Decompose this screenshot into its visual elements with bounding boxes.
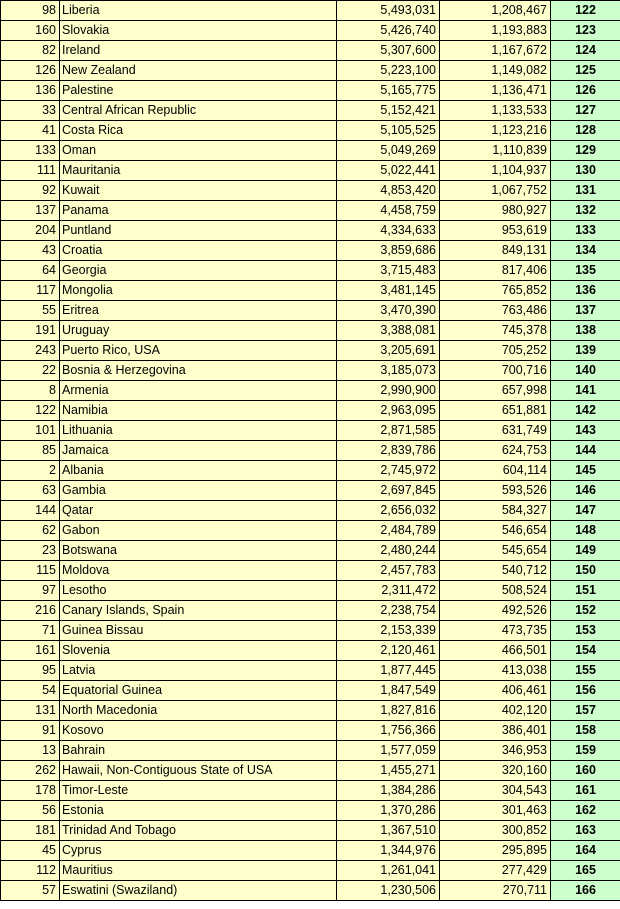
rank-cell[interactable]: 131 <box>551 181 620 201</box>
population-cell[interactable]: 3,185,073 <box>337 361 440 381</box>
country-name-cell[interactable]: Puntland <box>60 221 337 241</box>
country-name-cell[interactable]: Slovakia <box>60 21 337 41</box>
population-cell[interactable]: 2,311,472 <box>337 581 440 601</box>
row-index-cell[interactable]: 216 <box>1 601 60 621</box>
country-name-cell[interactable]: Albania <box>60 461 337 481</box>
row-index-cell[interactable]: 181 <box>1 821 60 841</box>
row-index-cell[interactable]: 262 <box>1 761 60 781</box>
rank-cell[interactable]: 150 <box>551 561 620 581</box>
population-cell[interactable]: 1,344,976 <box>337 841 440 861</box>
rank-cell[interactable]: 128 <box>551 121 620 141</box>
table-row[interactable] <box>1 701 620 721</box>
population-cell[interactable]: 1,756,366 <box>337 721 440 741</box>
row-index-cell[interactable]: 64 <box>1 261 60 281</box>
value-cell[interactable]: 1,167,672 <box>440 41 551 61</box>
country-name-cell[interactable]: Botswana <box>60 541 337 561</box>
rank-cell[interactable]: 149 <box>551 541 620 561</box>
country-name-cell[interactable]: Palestine <box>60 81 337 101</box>
rank-cell[interactable]: 155 <box>551 661 620 681</box>
value-cell[interactable]: 1,193,883 <box>440 21 551 41</box>
population-cell[interactable]: 2,484,789 <box>337 521 440 541</box>
table-row[interactable] <box>1 461 620 481</box>
row-index-cell[interactable]: 57 <box>1 881 60 901</box>
rank-cell[interactable]: 162 <box>551 801 620 821</box>
rank-cell[interactable]: 160 <box>551 761 620 781</box>
table-row[interactable] <box>1 741 620 761</box>
population-cell[interactable]: 3,859,686 <box>337 241 440 261</box>
row-index-cell[interactable]: 33 <box>1 101 60 121</box>
table-row[interactable] <box>1 641 620 661</box>
row-index-cell[interactable]: 8 <box>1 381 60 401</box>
rank-cell[interactable]: 163 <box>551 821 620 841</box>
population-cell[interactable]: 1,367,510 <box>337 821 440 841</box>
rank-cell[interactable]: 134 <box>551 241 620 261</box>
country-name-cell[interactable]: Croatia <box>60 241 337 261</box>
rank-cell[interactable]: 140 <box>551 361 620 381</box>
population-cell[interactable]: 2,745,972 <box>337 461 440 481</box>
population-cell[interactable]: 4,334,633 <box>337 221 440 241</box>
country-name-cell[interactable]: Kosovo <box>60 721 337 741</box>
population-cell[interactable]: 1,877,445 <box>337 661 440 681</box>
value-cell[interactable]: 763,486 <box>440 301 551 321</box>
country-name-cell[interactable]: Estonia <box>60 801 337 821</box>
population-cell[interactable]: 3,470,390 <box>337 301 440 321</box>
table-row[interactable] <box>1 361 620 381</box>
row-index-cell[interactable]: 122 <box>1 401 60 421</box>
rank-cell[interactable]: 152 <box>551 601 620 621</box>
table-row[interactable] <box>1 561 620 581</box>
population-cell[interactable]: 2,153,339 <box>337 621 440 641</box>
population-cell[interactable]: 5,426,740 <box>337 21 440 41</box>
value-cell[interactable]: 277,429 <box>440 861 551 881</box>
population-cell[interactable]: 1,847,549 <box>337 681 440 701</box>
population-cell[interactable]: 1,230,506 <box>337 881 440 901</box>
rank-cell[interactable]: 143 <box>551 421 620 441</box>
row-index-cell[interactable]: 2 <box>1 461 60 481</box>
table-row[interactable] <box>1 621 620 641</box>
row-index-cell[interactable]: 45 <box>1 841 60 861</box>
row-index-cell[interactable]: 41 <box>1 121 60 141</box>
population-cell[interactable]: 5,307,600 <box>337 41 440 61</box>
table-row[interactable] <box>1 241 620 261</box>
rank-cell[interactable]: 133 <box>551 221 620 241</box>
rank-cell[interactable]: 141 <box>551 381 620 401</box>
value-cell[interactable]: 624,753 <box>440 441 551 461</box>
rank-cell[interactable]: 159 <box>551 741 620 761</box>
country-name-cell[interactable]: Liberia <box>60 1 337 21</box>
population-cell[interactable]: 1,577,059 <box>337 741 440 761</box>
row-index-cell[interactable]: 137 <box>1 201 60 221</box>
population-cell[interactable]: 2,839,786 <box>337 441 440 461</box>
rank-cell[interactable]: 135 <box>551 261 620 281</box>
value-cell[interactable]: 546,654 <box>440 521 551 541</box>
value-cell[interactable]: 1,104,937 <box>440 161 551 181</box>
value-cell[interactable]: 631,749 <box>440 421 551 441</box>
country-name-cell[interactable]: North Macedonia <box>60 701 337 721</box>
rank-cell[interactable]: 151 <box>551 581 620 601</box>
country-name-cell[interactable]: Lesotho <box>60 581 337 601</box>
population-cell[interactable]: 1,455,271 <box>337 761 440 781</box>
rank-cell[interactable]: 153 <box>551 621 620 641</box>
table-row[interactable] <box>1 401 620 421</box>
value-cell[interactable]: 304,543 <box>440 781 551 801</box>
value-cell[interactable]: 540,712 <box>440 561 551 581</box>
rank-cell[interactable]: 161 <box>551 781 620 801</box>
value-cell[interactable]: 402,120 <box>440 701 551 721</box>
row-index-cell[interactable]: 98 <box>1 1 60 21</box>
country-name-cell[interactable]: Costa Rica <box>60 121 337 141</box>
table-row[interactable] <box>1 61 620 81</box>
table-row[interactable] <box>1 121 620 141</box>
row-index-cell[interactable]: 55 <box>1 301 60 321</box>
population-cell[interactable]: 3,715,483 <box>337 261 440 281</box>
value-cell[interactable]: 849,131 <box>440 241 551 261</box>
value-cell[interactable]: 1,067,752 <box>440 181 551 201</box>
table-body <box>1 1 620 901</box>
table-row[interactable] <box>1 681 620 701</box>
rank-cell[interactable]: 147 <box>551 501 620 521</box>
row-index-cell[interactable]: 85 <box>1 441 60 461</box>
row-index-cell[interactable]: 43 <box>1 241 60 261</box>
value-cell[interactable]: 980,927 <box>440 201 551 221</box>
country-name-cell[interactable]: Moldova <box>60 561 337 581</box>
country-name-cell[interactable]: Mauritania <box>60 161 337 181</box>
value-cell[interactable]: 301,463 <box>440 801 551 821</box>
population-cell[interactable]: 1,384,286 <box>337 781 440 801</box>
population-cell[interactable]: 5,049,269 <box>337 141 440 161</box>
rank-cell[interactable]: 142 <box>551 401 620 421</box>
row-index-cell[interactable]: 56 <box>1 801 60 821</box>
value-cell[interactable]: 300,852 <box>440 821 551 841</box>
table-row[interactable] <box>1 841 620 861</box>
table-row[interactable] <box>1 801 620 821</box>
rank-cell[interactable]: 136 <box>551 281 620 301</box>
table-row[interactable] <box>1 501 620 521</box>
country-name-cell[interactable]: Ireland <box>60 41 337 61</box>
country-name-cell[interactable]: Puerto Rico, USA <box>60 341 337 361</box>
rank-cell[interactable]: 144 <box>551 441 620 461</box>
country-name-cell[interactable]: Gabon <box>60 521 337 541</box>
table-row[interactable] <box>1 141 620 161</box>
country-name-cell[interactable]: Uruguay <box>60 321 337 341</box>
population-cell[interactable]: 1,261,041 <box>337 861 440 881</box>
table-row[interactable] <box>1 521 620 541</box>
value-cell[interactable]: 1,136,471 <box>440 81 551 101</box>
rank-cell[interactable]: 154 <box>551 641 620 661</box>
population-cell[interactable]: 2,120,461 <box>337 641 440 661</box>
rank-cell[interactable]: 166 <box>551 881 620 901</box>
rank-cell[interactable]: 122 <box>551 1 620 21</box>
country-name-cell[interactable]: Eritrea <box>60 301 337 321</box>
row-index-cell[interactable]: 13 <box>1 741 60 761</box>
value-cell[interactable]: 346,953 <box>440 741 551 761</box>
country-name-cell[interactable]: Kuwait <box>60 181 337 201</box>
row-index-cell[interactable]: 115 <box>1 561 60 581</box>
value-cell[interactable]: 295,895 <box>440 841 551 861</box>
table-row[interactable] <box>1 441 620 461</box>
country-name-cell[interactable]: Armenia <box>60 381 337 401</box>
table-row[interactable] <box>1 541 620 561</box>
value-cell[interactable]: 705,252 <box>440 341 551 361</box>
row-index-cell[interactable]: 91 <box>1 721 60 741</box>
population-cell[interactable]: 3,481,145 <box>337 281 440 301</box>
population-cell[interactable]: 5,165,775 <box>337 81 440 101</box>
table-row[interactable] <box>1 161 620 181</box>
population-cell[interactable]: 4,853,420 <box>337 181 440 201</box>
country-name-cell[interactable]: Bahrain <box>60 741 337 761</box>
country-name-cell[interactable]: New Zealand <box>60 61 337 81</box>
table-row[interactable] <box>1 781 620 801</box>
row-index-cell[interactable]: 22 <box>1 361 60 381</box>
table-row[interactable] <box>1 41 620 61</box>
value-cell[interactable]: 1,133,533 <box>440 101 551 121</box>
table-row[interactable] <box>1 381 620 401</box>
row-index-cell[interactable]: 160 <box>1 21 60 41</box>
population-cell[interactable]: 5,223,100 <box>337 61 440 81</box>
population-cell[interactable]: 1,827,816 <box>337 701 440 721</box>
rank-cell[interactable]: 139 <box>551 341 620 361</box>
country-name-cell[interactable]: Equatorial Guinea <box>60 681 337 701</box>
rank-cell[interactable]: 148 <box>551 521 620 541</box>
row-index-cell[interactable]: 23 <box>1 541 60 561</box>
rank-cell[interactable]: 132 <box>551 201 620 221</box>
row-index-cell[interactable]: 54 <box>1 681 60 701</box>
table-row[interactable] <box>1 721 620 741</box>
table-row[interactable] <box>1 81 620 101</box>
table-row[interactable] <box>1 821 620 841</box>
value-cell[interactable]: 953,619 <box>440 221 551 241</box>
row-index-cell[interactable]: 92 <box>1 181 60 201</box>
country-name-cell[interactable]: Qatar <box>60 501 337 521</box>
rank-cell[interactable]: 158 <box>551 721 620 741</box>
population-cell[interactable]: 5,152,421 <box>337 101 440 121</box>
row-index-cell[interactable]: 62 <box>1 521 60 541</box>
value-cell[interactable]: 508,524 <box>440 581 551 601</box>
row-index-cell[interactable]: 144 <box>1 501 60 521</box>
country-name-cell[interactable]: Trinidad And Tobago <box>60 821 337 841</box>
country-name-cell[interactable]: Mongolia <box>60 281 337 301</box>
row-index-cell[interactable]: 191 <box>1 321 60 341</box>
row-index-cell[interactable]: 101 <box>1 421 60 441</box>
table-row[interactable] <box>1 861 620 881</box>
country-name-cell[interactable]: Latvia <box>60 661 337 681</box>
rank-cell[interactable]: 164 <box>551 841 620 861</box>
value-cell[interactable]: 492,526 <box>440 601 551 621</box>
rank-cell[interactable]: 145 <box>551 461 620 481</box>
country-name-cell[interactable]: Cyprus <box>60 841 337 861</box>
rank-cell[interactable]: 157 <box>551 701 620 721</box>
table-row[interactable] <box>1 581 620 601</box>
country-name-cell[interactable]: Georgia <box>60 261 337 281</box>
country-name-cell[interactable]: Central African Republic <box>60 101 337 121</box>
value-cell[interactable]: 545,654 <box>440 541 551 561</box>
country-name-cell[interactable]: Eswatini (Swaziland) <box>60 881 337 901</box>
row-index-cell[interactable]: 95 <box>1 661 60 681</box>
row-index-cell[interactable]: 243 <box>1 341 60 361</box>
value-cell[interactable]: 386,401 <box>440 721 551 741</box>
value-cell[interactable]: 473,735 <box>440 621 551 641</box>
table-row[interactable] <box>1 601 620 621</box>
row-index-cell[interactable]: 131 <box>1 701 60 721</box>
population-cell[interactable]: 2,457,783 <box>337 561 440 581</box>
table-row[interactable] <box>1 281 620 301</box>
population-cell[interactable]: 5,493,031 <box>337 1 440 21</box>
rank-cell[interactable]: 156 <box>551 681 620 701</box>
country-name-cell[interactable]: Jamaica <box>60 441 337 461</box>
country-name-cell[interactable]: Timor-Leste <box>60 781 337 801</box>
value-cell[interactable]: 584,327 <box>440 501 551 521</box>
value-cell[interactable]: 1,123,216 <box>440 121 551 141</box>
table-row[interactable] <box>1 101 620 121</box>
row-index-cell[interactable]: 97 <box>1 581 60 601</box>
value-cell[interactable]: 466,501 <box>440 641 551 661</box>
population-cell[interactable]: 5,105,525 <box>337 121 440 141</box>
row-index-cell[interactable]: 82 <box>1 41 60 61</box>
population-cell[interactable]: 3,388,081 <box>337 321 440 341</box>
country-name-cell[interactable]: Hawaii, Non-Contiguous State of USA <box>60 761 337 781</box>
value-cell[interactable]: 1,110,839 <box>440 141 551 161</box>
table-row[interactable] <box>1 881 620 901</box>
value-cell[interactable]: 1,149,082 <box>440 61 551 81</box>
population-cell[interactable]: 2,871,585 <box>337 421 440 441</box>
population-cell[interactable]: 3,205,691 <box>337 341 440 361</box>
table-row[interactable] <box>1 21 620 41</box>
value-cell[interactable]: 406,461 <box>440 681 551 701</box>
table-row[interactable] <box>1 1 620 21</box>
population-cell[interactable]: 2,656,032 <box>337 501 440 521</box>
row-index-cell[interactable]: 63 <box>1 481 60 501</box>
value-cell[interactable]: 604,114 <box>440 461 551 481</box>
table-row[interactable] <box>1 321 620 341</box>
table-row[interactable] <box>1 761 620 781</box>
country-name-cell[interactable]: Lithuania <box>60 421 337 441</box>
rank-cell[interactable]: 165 <box>551 861 620 881</box>
row-index-cell[interactable]: 178 <box>1 781 60 801</box>
row-index-cell[interactable]: 133 <box>1 141 60 161</box>
population-cell[interactable]: 2,697,845 <box>337 481 440 501</box>
row-index-cell[interactable]: 112 <box>1 861 60 881</box>
table-row[interactable] <box>1 221 620 241</box>
country-name-cell[interactable]: Slovenia <box>60 641 337 661</box>
value-cell[interactable]: 817,406 <box>440 261 551 281</box>
value-cell[interactable]: 270,711 <box>440 881 551 901</box>
rank-cell[interactable]: 138 <box>551 321 620 341</box>
value-cell[interactable]: 651,881 <box>440 401 551 421</box>
population-cell[interactable]: 1,370,286 <box>337 801 440 821</box>
country-name-cell[interactable]: Guinea Bissau <box>60 621 337 641</box>
population-cell[interactable]: 2,990,900 <box>337 381 440 401</box>
country-name-cell[interactable]: Gambia <box>60 481 337 501</box>
country-name-cell[interactable]: Bosnia & Herzegovina <box>60 361 337 381</box>
table-row[interactable] <box>1 341 620 361</box>
value-cell[interactable]: 745,378 <box>440 321 551 341</box>
value-cell[interactable]: 413,038 <box>440 661 551 681</box>
value-cell[interactable]: 593,526 <box>440 481 551 501</box>
country-name-cell[interactable]: Canary Islands, Spain <box>60 601 337 621</box>
table-row[interactable] <box>1 201 620 221</box>
rank-cell[interactable]: 127 <box>551 101 620 121</box>
row-index-cell[interactable]: 126 <box>1 61 60 81</box>
row-index-cell[interactable]: 161 <box>1 641 60 661</box>
value-cell[interactable]: 320,160 <box>440 761 551 781</box>
row-index-cell[interactable]: 136 <box>1 81 60 101</box>
country-name-cell[interactable]: Panama <box>60 201 337 221</box>
rank-cell[interactable]: 129 <box>551 141 620 161</box>
population-cell[interactable]: 2,238,754 <box>337 601 440 621</box>
population-cell[interactable]: 5,022,441 <box>337 161 440 181</box>
rank-cell[interactable]: 146 <box>551 481 620 501</box>
table-row[interactable] <box>1 481 620 501</box>
population-cell[interactable]: 2,480,244 <box>337 541 440 561</box>
rank-cell[interactable]: 123 <box>551 21 620 41</box>
country-name-cell[interactable]: Mauritius <box>60 861 337 881</box>
rank-cell[interactable]: 125 <box>551 61 620 81</box>
population-cell[interactable]: 2,963,095 <box>337 401 440 421</box>
rank-cell[interactable]: 126 <box>551 81 620 101</box>
value-cell[interactable]: 700,716 <box>440 361 551 381</box>
row-index-cell[interactable]: 204 <box>1 221 60 241</box>
value-cell[interactable]: 1,208,467 <box>440 1 551 21</box>
row-index-cell[interactable]: 71 <box>1 621 60 641</box>
rank-cell[interactable]: 130 <box>551 161 620 181</box>
table-row[interactable] <box>1 661 620 681</box>
rank-cell[interactable]: 124 <box>551 41 620 61</box>
population-cell[interactable]: 4,458,759 <box>337 201 440 221</box>
row-index-cell[interactable]: 117 <box>1 281 60 301</box>
table-row[interactable] <box>1 181 620 201</box>
table-row[interactable] <box>1 261 620 281</box>
row-index-cell[interactable]: 111 <box>1 161 60 181</box>
value-cell[interactable]: 765,852 <box>440 281 551 301</box>
table-row[interactable] <box>1 301 620 321</box>
table-row[interactable] <box>1 421 620 441</box>
value-cell[interactable]: 657,998 <box>440 381 551 401</box>
country-name-cell[interactable]: Oman <box>60 141 337 161</box>
country-name-cell[interactable]: Namibia <box>60 401 337 421</box>
rank-cell[interactable]: 137 <box>551 301 620 321</box>
